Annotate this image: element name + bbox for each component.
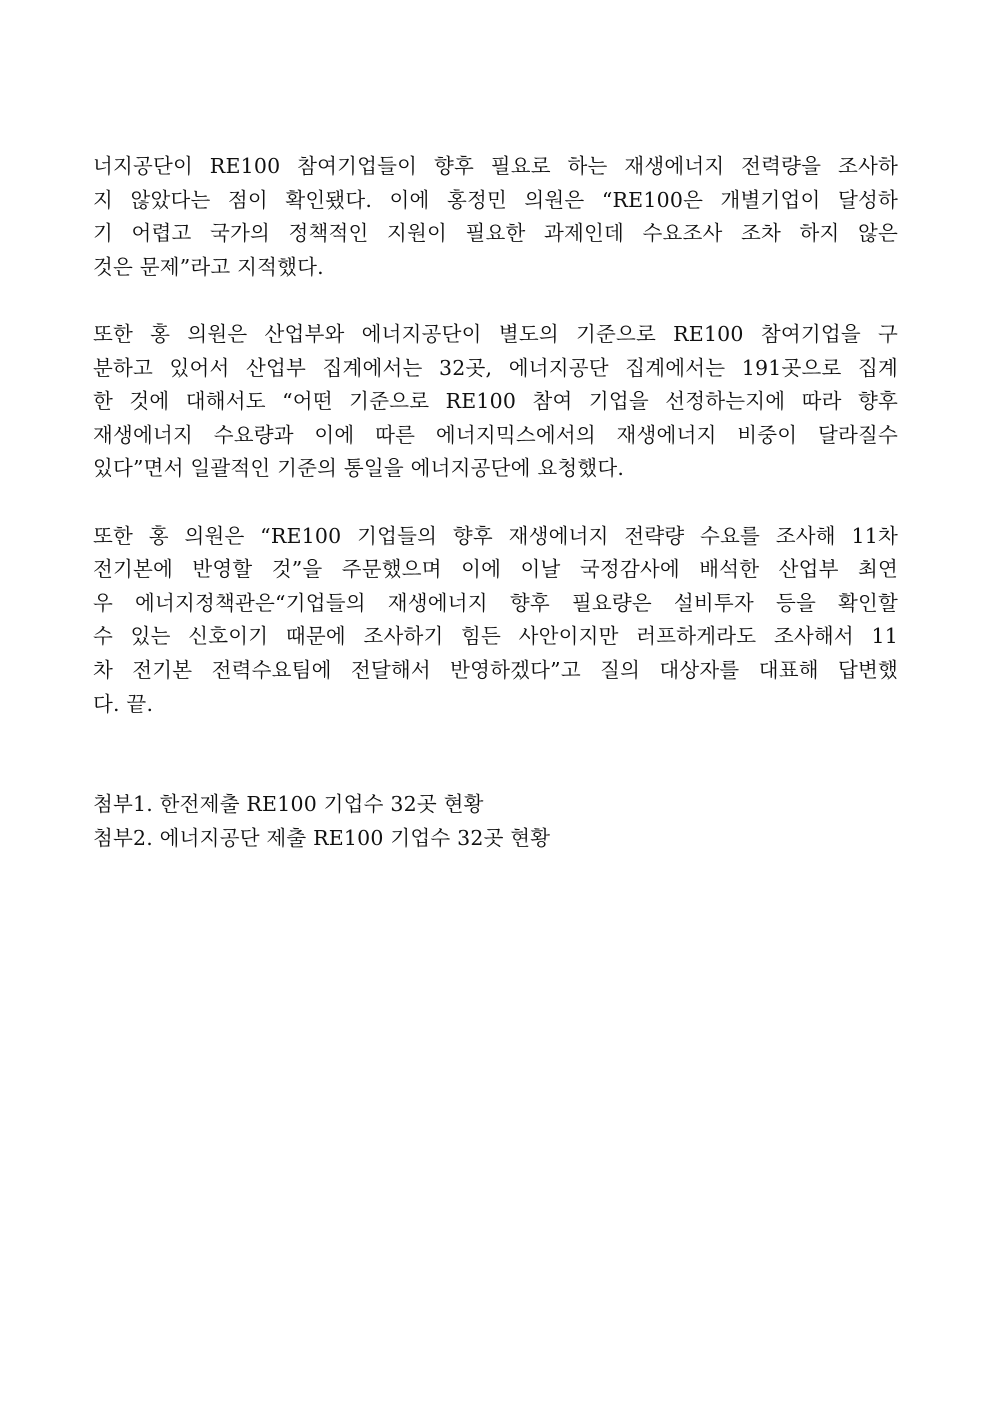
paragraph-line: 또한 홍 의원은 산업부와 에너지공단이 별도의 기준으로 RE100 참여기업을 구 (93, 321, 898, 346)
paragraph-line: 분하고 있어서 산업부 집계에서는 32곳, 에너지공단 집계에서는 191곳으로 집계 (93, 355, 898, 380)
paragraph-line: 너지공단이 RE100 참여기업들이 향후 필요로 하는 재생에너지 전력량을 조사하 (93, 154, 898, 178)
paragraph-line: 기 어렵고 국가의 정책적인 지원이 필요한 과제인데 수요조사 조차 하지 않은 (93, 221, 898, 246)
attachments-list (93, 788, 898, 855)
attachment-item-1: 첨부1. 한전제출 RE100 기업수 32곳 현황 (93, 792, 484, 817)
paragraph-line: 수 있는 신호이기 때문에 조사하기 힘든 사안이지만 러프하게라도 조사해서 11 (93, 624, 898, 649)
paragraph-line: 또한 홍 의원은 “RE100 기업들의 향후 재생에너지 전략량 수요를 조사해 11차 (93, 523, 898, 548)
paragraph-1 (93, 150, 898, 284)
paragraph-line: 한 것에 대해서도 “어떤 기준으로 RE100 참여 기업을 선정하는지에 따라 향후 (93, 389, 898, 414)
section-spacer (93, 721, 898, 788)
attachment-item-2: 첨부2. 에너지공단 제출 RE100 기업수 32곳 현황 (93, 825, 551, 850)
paragraph-line: 것은 문제”라고 지적했다. (93, 254, 324, 279)
paragraph-3 (93, 520, 898, 722)
paragraph-line: 지 않았다는 점이 확인됐다. 이에 홍정민 의원은 “RE100은 개별기업이 달성하 (93, 187, 898, 212)
paragraph-line: 차 전기본 전력수요팀에 전달해서 반영하겠다”고 질의 대상자를 대표해 답변했 (93, 657, 898, 682)
paragraph-spacer (93, 284, 898, 318)
paragraph-line: 있다”면서 일괄적인 기준의 통일을 에너지공단에 요청했다. (93, 456, 625, 481)
paragraph-line: 우 에너지정책관은“기업들의 재생에너지 향후 필요량은 설비투자 등을 확인할 (93, 590, 898, 615)
paragraph-line: 다. 끝. (93, 691, 154, 716)
paragraph-2 (93, 318, 898, 486)
document-body (93, 150, 898, 855)
paragraph-line: 전기본에 반영할 것”을 주문했으며 이에 이날 국정감사에 배석한 산업부 최연 (93, 557, 898, 582)
paragraph-line: 재생에너지 수요량과 이에 따른 에너지믹스에서의 재생에너지 비중이 달라질수 (93, 422, 898, 447)
paragraph-spacer (93, 486, 898, 520)
